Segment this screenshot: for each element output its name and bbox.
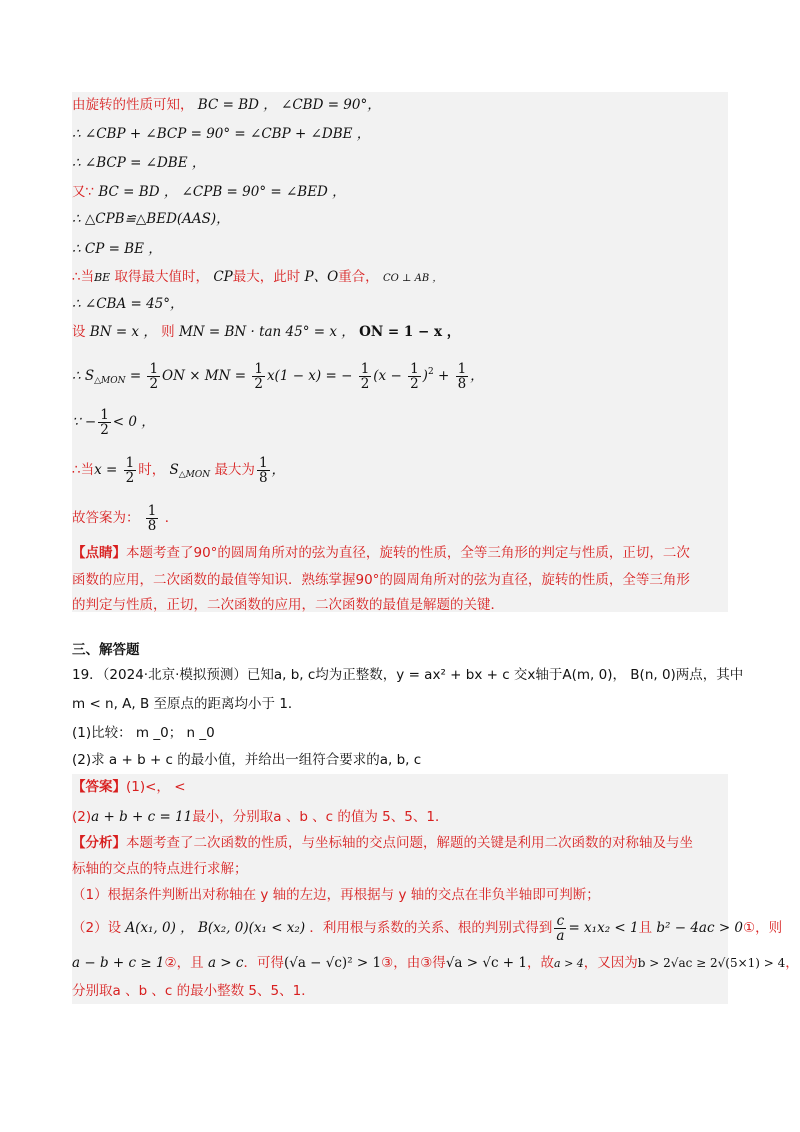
analysis-math: √a > √c + 1	[445, 955, 528, 971]
solution-text: 故答案为：	[72, 510, 140, 526]
analysis-line-5	[72, 952, 799, 975]
answer-text: 最小，分别取a 、b 、c 的值为 5、5、1．	[192, 809, 449, 825]
solution-line-6: ∴ CP = BE ，	[72, 241, 162, 257]
analysis-line-2: 标轴的交点的特点进行求解；	[72, 861, 248, 877]
solution-math: BE	[94, 271, 111, 284]
solution-line-2: ∴ ∠CBP + ∠BCP = 90° = ∠CBP + ∠DBE ，	[72, 126, 371, 142]
analysis-math: b > 2√ac ≥ 2√(5×1) > 4	[637, 956, 786, 970]
solution-line-13	[72, 498, 728, 538]
fraction-denominator: 8	[258, 469, 268, 486]
question-19-part-2: (2)求 a + b + c 的最小值，并给出一组符合要求的a, b, c	[72, 752, 422, 768]
solution-text: ∴当	[72, 269, 95, 285]
fraction-numerator: 1	[457, 360, 467, 377]
fraction-denominator: 2	[149, 375, 159, 392]
fraction	[147, 362, 160, 391]
fraction-numerator: 1	[410, 360, 419, 377]
fraction-numerator: c	[554, 914, 566, 929]
analysis-text: ②，且	[164, 955, 204, 971]
analysis-text: ．可得	[243, 955, 284, 971]
analysis-line-6: 分别取a 、b 、c 的最小整数 5、5、1．	[72, 983, 315, 999]
analysis-math: b² − 4ac > 0	[656, 920, 744, 936]
analysis-math: (√a − √c)² > 1	[283, 955, 382, 971]
solution-math: =	[125, 368, 146, 384]
answer-line-2	[72, 806, 728, 828]
dianjing-line-3: 的判定与性质，正切，二次函数的应用，二次函数的最值是解题的关键．	[72, 597, 504, 613]
fraction	[359, 362, 372, 391]
solution-line-9	[72, 321, 728, 343]
fraction	[456, 362, 469, 391]
fraction-numerator: 1	[149, 360, 159, 377]
analysis-math: a > 4	[554, 957, 584, 970]
solution-line-3: ∴ ∠BCP = ∠DBE ，	[72, 155, 206, 171]
solution-line-1	[72, 94, 728, 116]
analysis-line-4	[72, 910, 783, 946]
answer-math: a + b + c = 11	[91, 809, 193, 825]
fraction-denominator: 2	[100, 421, 109, 438]
analysis-text: ，	[785, 955, 799, 971]
fraction-numerator: 1	[254, 360, 263, 377]
fraction	[124, 456, 137, 485]
solution-line-5: ∴ △CPB≌△BED(AAS)，	[72, 211, 230, 227]
solution-text: 最大，此时	[232, 269, 301, 285]
area-symbol: ∴ S	[72, 368, 95, 384]
fraction	[554, 914, 566, 943]
analysis-label: 【分析】	[72, 835, 126, 851]
solution-math: x =	[94, 462, 122, 478]
analysis-text: ．利用根与系数的关系、根的判别式得到	[309, 920, 553, 936]
solution-math: ，	[271, 462, 286, 478]
fraction	[257, 456, 270, 485]
fraction	[146, 504, 159, 533]
dianjing-line-1	[72, 542, 728, 564]
solution-math: (x −	[373, 368, 407, 384]
solution-math: ∵ −	[72, 414, 97, 430]
solution-text: 时，	[138, 462, 166, 478]
solution-math: BC = BD ， ∠CPB = 90° = ∠BED ，	[98, 184, 346, 200]
area-subscript: △MON	[178, 470, 211, 480]
solution-text: 取得最大值时，	[114, 269, 210, 285]
analysis-text: ，故	[527, 955, 555, 971]
analysis-line-1	[72, 832, 728, 854]
analysis-text: 本题考查了二次函数的性质，与坐标轴的交点问题，解题的关键是利用二次函数的对称轴及与坐	[126, 835, 693, 851]
analysis-line-3: （1）根据条件判断出对称轴在 y 轴的左边，再根据与 y 轴的交点在非负半轴即可判断；	[72, 887, 600, 903]
analysis-math: a > c	[207, 955, 244, 971]
solution-math: BN = x ，	[89, 324, 157, 340]
answer-text: (2)	[72, 809, 92, 825]
solution-math: BC = BD ， ∠CBD = 90°，	[197, 97, 381, 113]
fraction-numerator: 1	[125, 454, 135, 471]
solution-math: < 0 ，	[112, 414, 155, 430]
solution-text: 由旋转的性质可知，	[72, 97, 194, 113]
fraction-denominator: 8	[147, 517, 157, 534]
fraction-denominator: a	[556, 927, 565, 944]
analysis-text: （2）设	[72, 920, 122, 936]
fraction-denominator: 2	[410, 375, 419, 392]
exponent: 2	[427, 367, 434, 377]
solution-line-4	[72, 181, 728, 203]
analysis-text: ，又因为	[583, 955, 638, 971]
analysis-math: a − b + c ≥ 1	[72, 955, 165, 971]
solution-math: P、O	[304, 269, 339, 285]
dianjing-label: 【点睛】	[72, 545, 126, 561]
solution-text: 重合，	[338, 269, 379, 285]
analysis-math: A(x₁, 0) ， B(x₂, 0)(x₁ < x₂)	[125, 920, 306, 936]
fraction	[408, 362, 421, 391]
answer-text: (1)<， <	[126, 779, 186, 795]
question-19-part-1: (1)比较： m _0； n _0	[72, 725, 215, 741]
area-subscript: △MON	[94, 376, 126, 386]
solution-line-8: ∴ ∠CBA = 45°，	[72, 296, 184, 312]
solution-math: CO ⊥ AB ，	[382, 273, 443, 284]
fraction-numerator: 1	[147, 502, 157, 519]
question-19-line-1: 19．（2024·北京·模拟预测）已知a, b, c均为正整数，y = ax² + bx + c 交x轴于A(m, 0)， B(n, 0)两点，其中	[72, 667, 744, 683]
solution-math: ON = 1 − x ，	[359, 324, 461, 340]
solution-math: MN = BN · tan 45° = x ，	[178, 324, 355, 340]
solution-text: ∴当	[72, 462, 95, 478]
area-symbol: S	[169, 462, 179, 478]
analysis-text: ①，则	[743, 920, 783, 936]
fraction-numerator: 1	[100, 406, 109, 423]
section-title: 三、解答题	[72, 642, 140, 658]
solution-line-12	[72, 450, 728, 495]
solution-text: 设	[72, 324, 86, 340]
solution-line-10	[72, 352, 728, 401]
dianjing-text: 本题考查了90°的圆周角所对的弦为直径，旋转的性质，全等三角形的判定与性质，正切，二次	[126, 545, 690, 561]
analysis-text: ③，由③得	[381, 955, 446, 971]
question-19-line-2: m < n, A, B 至原点的距离均小于 1．	[72, 696, 302, 712]
analysis-math: = x₁x₂ < 1	[568, 920, 639, 936]
solution-math: )	[422, 368, 428, 384]
fraction-denominator: 2	[360, 375, 370, 392]
fraction-numerator: 1	[258, 454, 268, 471]
solution-math: ，	[470, 368, 484, 384]
solution-math: +	[433, 368, 454, 384]
answer-line-1	[72, 776, 728, 798]
fraction	[98, 408, 111, 437]
fraction-denominator: 2	[125, 469, 135, 486]
analysis-text: 且	[638, 920, 653, 936]
dianjing-line-2: 函数的应用，二次函数的最值等知识．熟练掌握90°的圆周角所对的弦为直径，旋转的性质，全等三角形	[72, 572, 690, 588]
fraction	[252, 362, 265, 391]
fraction-denominator: 2	[254, 375, 263, 392]
solution-math: ON × MN =	[162, 368, 251, 384]
solution-text: 最大为	[214, 462, 255, 478]
solution-text: 则	[161, 324, 175, 340]
solution-math: x(1 − x) = −	[266, 368, 353, 384]
solution-math: CP	[213, 269, 233, 285]
fraction-numerator: 1	[360, 360, 370, 377]
solution-text: 又∵	[72, 184, 95, 200]
solution-text: ．	[164, 510, 179, 526]
solution-line-7	[72, 266, 728, 290]
solution-line-11	[72, 402, 728, 442]
answer-label: 【答案】	[72, 779, 126, 795]
fraction-denominator: 8	[457, 375, 467, 392]
